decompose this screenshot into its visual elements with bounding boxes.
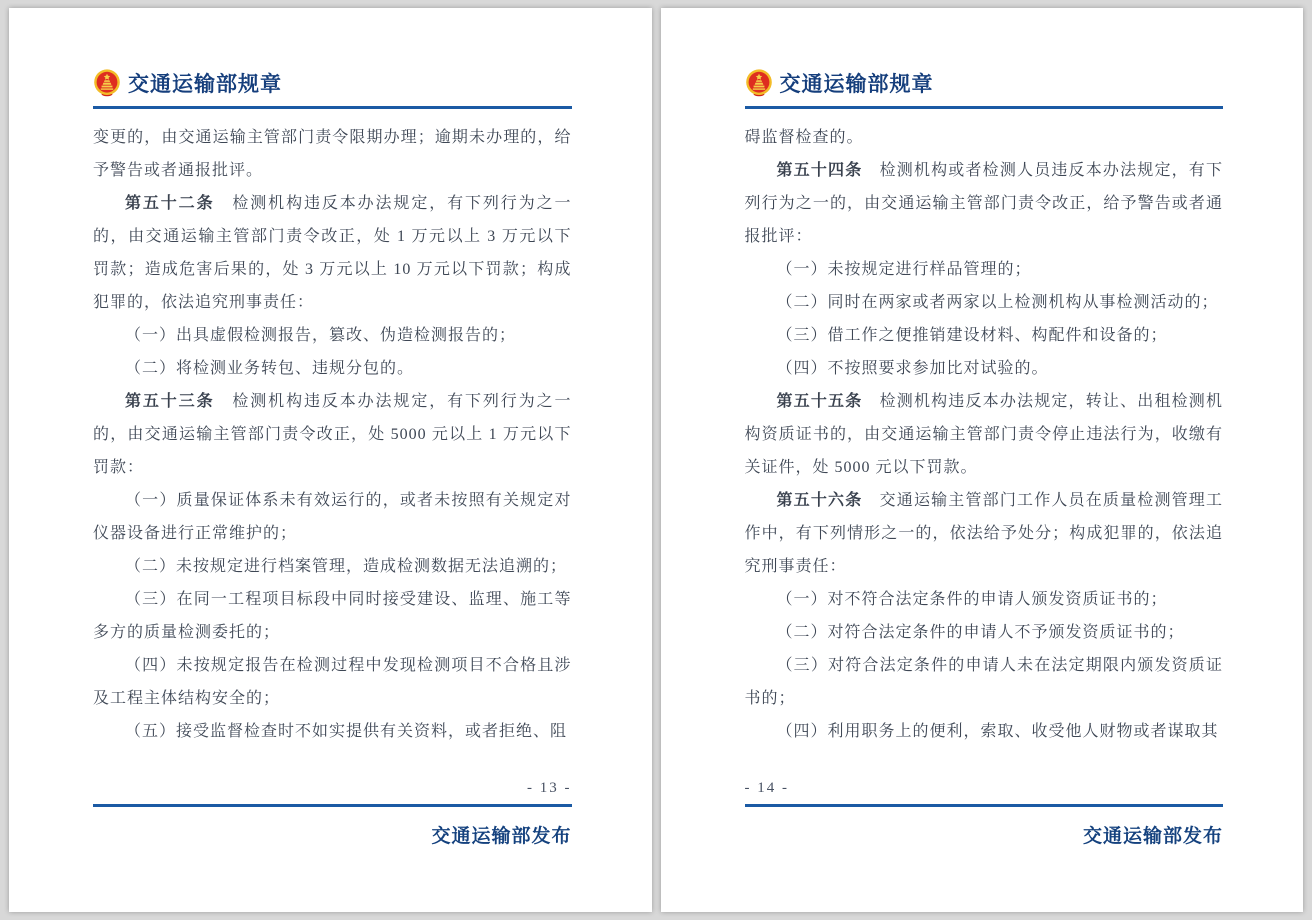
paragraph: （一）对不符合法定条件的申请人颁发资质证书的； [776,591,1168,608]
paragraph: （一）质量保证体系未有效运行的，或者未按照有关规定对仪器设备进行正常维护的； [93,492,572,542]
article-number: 第五十四条 [776,162,863,179]
page-header [745,68,1224,98]
page-13 [9,8,652,912]
publisher-label: 交通运输部发布 [431,826,572,847]
paragraph: （二）同时在两家或者两家以上检测机构从事检测活动的； [776,294,1219,311]
paragraph: （五）接受监督检查时不如实提供有关资料，或者拒绝、阻 [125,723,568,740]
page-footer [745,780,1224,848]
article-number: 第五十二条 [125,195,215,212]
paragraph: 第五十二条 检测机构违反本办法规定，有下列行为之一的，由交通运输主管部门责令改正，处 1 万元以上 3 万元以下罚款；造成危害后果的，处 3 万元以上 10 万元以下罚款；构成犯罪的，依法追究刑事责任： [93,195,572,311]
header-rule [93,106,572,109]
article-number: 第五十五条 [776,393,863,410]
paragraph: 第五十三条 检测机构违反本办法规定，有下列行为之一的，由交通运输主管部门责令改正，处 5000 元以上 1 万元以下罚款： [93,393,572,476]
paragraph: （四）利用职务上的便利，索取、收受他人财物或者谋取其 [776,723,1219,740]
national-emblem-icon [93,69,121,97]
header-title: 交通运输部规章 [128,73,282,96]
paragraph: （二）将检测业务转包、违规分包的。 [125,360,415,377]
page-body [745,121,1224,769]
paragraph: （三）在同一工程项目标段中同时接受建设、监理、施工等多方的质量检测委托的； [93,591,572,641]
paragraph: （三）借工作之便推销建设材料、构配件和设备的； [776,327,1168,344]
national-emblem-icon [745,69,773,97]
header-rule [745,106,1224,109]
article-number: 第五十六条 [776,492,863,509]
page-14 [661,8,1304,912]
paragraph: （一）未按规定进行样品管理的； [776,261,1032,278]
paragraph: 第五十五条 检测机构违反本办法规定，转让、出租检测机构资质证书的，由交通运输主管部门责令停止违法行为，收缴有关证件，处 5000 元以下罚款。 [744,393,1223,476]
footer-rule [93,804,572,807]
paragraph: 第五十六条 交通运输主管部门工作人员在质量检测管理工作中，有下列情形之一的，依法给予处分；构成犯罪的，依法追究刑事责任： [744,492,1223,575]
paragraph: 变更的，由交通运输主管部门责令限期办理；逾期未办理的，给予警告或者通报批评。 [93,129,572,179]
page-footer [93,780,572,848]
article-number: 第五十三条 [125,393,215,410]
page-body [93,121,572,769]
paragraph: （一）出具虚假检测报告，篡改、伪造检测报告的； [125,327,517,344]
page-number: - 13 - [527,780,572,796]
page-number: - 14 - [744,780,789,796]
paragraph: （二）对符合法定条件的申请人不予颁发资质证书的； [776,624,1185,641]
footer-rule [745,804,1224,807]
paragraph: （四）未按规定报告在检测过程中发现检测项目不合格且涉及工程主体结构安全的； [93,657,572,707]
header-title: 交通运输部规章 [779,73,934,96]
paragraph: 第五十四条 检测机构或者检测人员违反本办法规定，有下列行为之一的，由交通运输主管部门责令改正，给予警告或者通报批评： [744,162,1223,245]
publisher-label: 交通运输部发布 [1082,826,1223,847]
paragraph: 碍监督检查的。 [744,129,864,146]
paragraph: （二）未按规定进行档案管理，造成检测数据无法追溯的； [125,558,568,575]
paragraph: （四）不按照要求参加比对试验的。 [776,360,1049,377]
page-header [93,68,572,98]
paragraph: （三）对符合法定条件的申请人未在法定期限内颁发资质证书的； [744,657,1223,707]
